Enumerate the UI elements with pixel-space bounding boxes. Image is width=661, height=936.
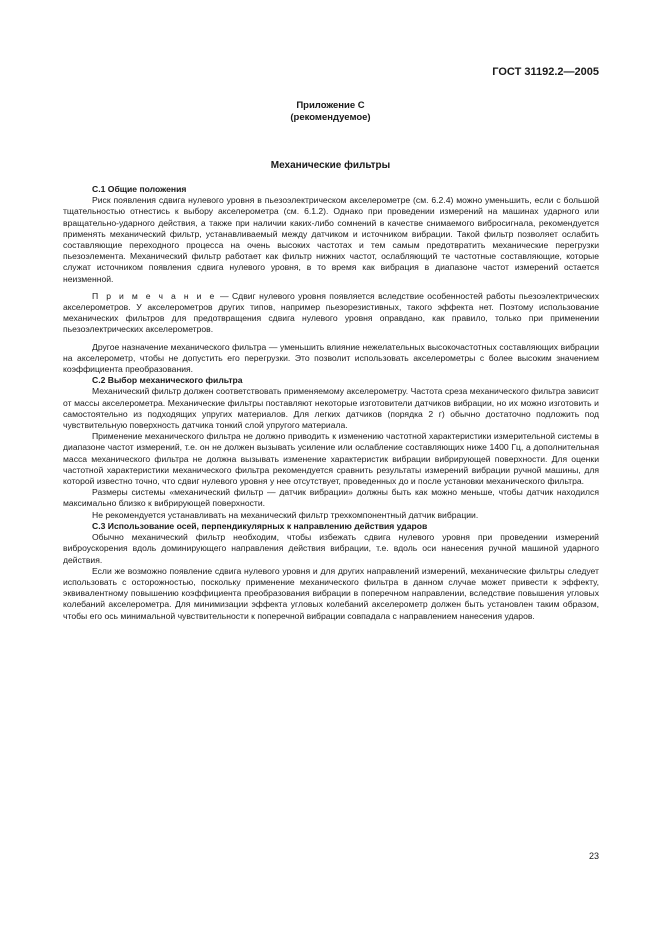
note-paragraph <box>63 291 599 336</box>
paragraph: Риск появления сдвига нулевого уровня в пьезоэлектрическом акселерометре (см. 6.2.4) можно уменьшить, если с большой тщательностью отнестись к выбору акселерометра (см. 6.1.2). Однако при проведении измерений на машинах ударного или вращательно-ударного действия, а также при наличии каких-либо сомнений в качестве снимаемого вибросигнала, рекомендуется применять механический фильтр, устанавливаемый между датчиком и источником вибрации. Такой фильтр позволяет ослабить составляющие переходного процесса на очень высоких частотах и тем самым предотвратить механические перегрузки пьезоэлемента. Механический фильтр работает как фильтр нижних частот, ослабляющий те частотные составляющие, которые служат источником появления сдвига нулевого уровня, в то время как вибрация в диапазоне частот измерений остается неизменной. <box>63 195 599 284</box>
paragraph: Другое назначение механического фильтра — уменьшить влияние нежелательных высокочастотных составляющих вибрации на акселерометр, чтобы не допустить его перегрузки. Это позволит использовать акселерометры с более высоким значением коэффициента преобразования. <box>63 341 599 375</box>
document-body <box>63 184 599 622</box>
annex-heading <box>0 100 661 124</box>
paragraph: Если же возможно появление сдвига нулевого уровня и для других направлений измерений, механические фильтры следует использовать с осторожностью, поскольку применение механического фильтра в данном случае может привести к эффекту, эквивалентному повышению коэффициента преобразования вибрации в поперечном направлении, вследствие повышения угловых колебаний акселерометра. Для минимизации эффекта угловых колебаний акселерометр должен быть установлен таким образом, чтобы его ось минимальной чувствительности к поперечной вибрации совпадала с направлением нанесения ударов. <box>63 565 599 621</box>
note-label: П р и м е ч а н и е <box>92 290 217 301</box>
paragraph: Механический фильтр должен соответствовать применяемому акселерометру. Частота среза механического фильтра зависит от массы акселерометра. Механические фильтры поставляют некоторые изготовители датчиков вибрации, но их можно изготовить и самостоятельно из подходящих упругих материалов. Для легких датчиков (порядка 2 г) обычно достаточно подложить под чувствительную поверхность датчика тонкий слой упругого материала. <box>63 386 599 431</box>
section-heading-c2: С.2 Выбор механического фильтра <box>92 375 243 386</box>
annex-title: Приложение С <box>296 100 365 111</box>
page-title: Механические фильтры <box>270 160 391 171</box>
page-number: 23 <box>588 851 599 861</box>
section-heading-c1: С.1 Общие положения <box>92 184 187 194</box>
section-heading-c3: С.3 Использование осей, перпендикулярных к направлению действия ударов <box>92 520 428 531</box>
note-text: — Сдвиг нулевого уровня появляется вследствие особенностей работы пьезоэлектрических акселерометров. У акселерометров других типов, например пьезорезистивных, такого эффекта нет. Поэтому использование механических фильтров для предотвращения сдвига нулевого уровня оправдано, как правило, только при применении пьезоэлектрических акселерометров. <box>63 290 599 335</box>
paragraph: Применение механического фильтра не должно приводить к изменению частотной характеристики измерительной системы в диапазоне частот измерений, т.е. он не должен вызывать усиление или ослабление составляющих ниже 1400 Гц, а дополнительная масса механического фильтра не должна вызывать изменение характеристик вибрации вибрирующей поверхности. Для оценки частотной характеристики механического фильтра рекомендуется сравнить результаты измерений вибрации ручной машины, для которой известно точно, что сдвиг нулевого уровня у нее отсутствует, проведенных до и после установки механического фильтра. <box>63 431 599 487</box>
standard-number: ГОСТ 31192.2—2005 <box>492 66 599 78</box>
paragraph: Не рекомендуется устанавливать на механический фильтр трехкомпонентный датчик вибрации. <box>92 509 479 520</box>
annex-status: (рекомендуемое) <box>290 112 371 123</box>
paragraph: Обычно механический фильтр необходим, чтобы избежать сдвига нулевого уровня при проведении измерений виброускорения вдоль доминирующего направления действия вибрации, т.е. вдоль оси нанесения ручной машиной ударного действия. <box>63 532 599 565</box>
paragraph: Размеры системы «механический фильтр — датчик вибрации» должны быть как можно меньше, чтобы датчик находился максимально близко к вибрирующей поверхности. <box>63 487 599 509</box>
